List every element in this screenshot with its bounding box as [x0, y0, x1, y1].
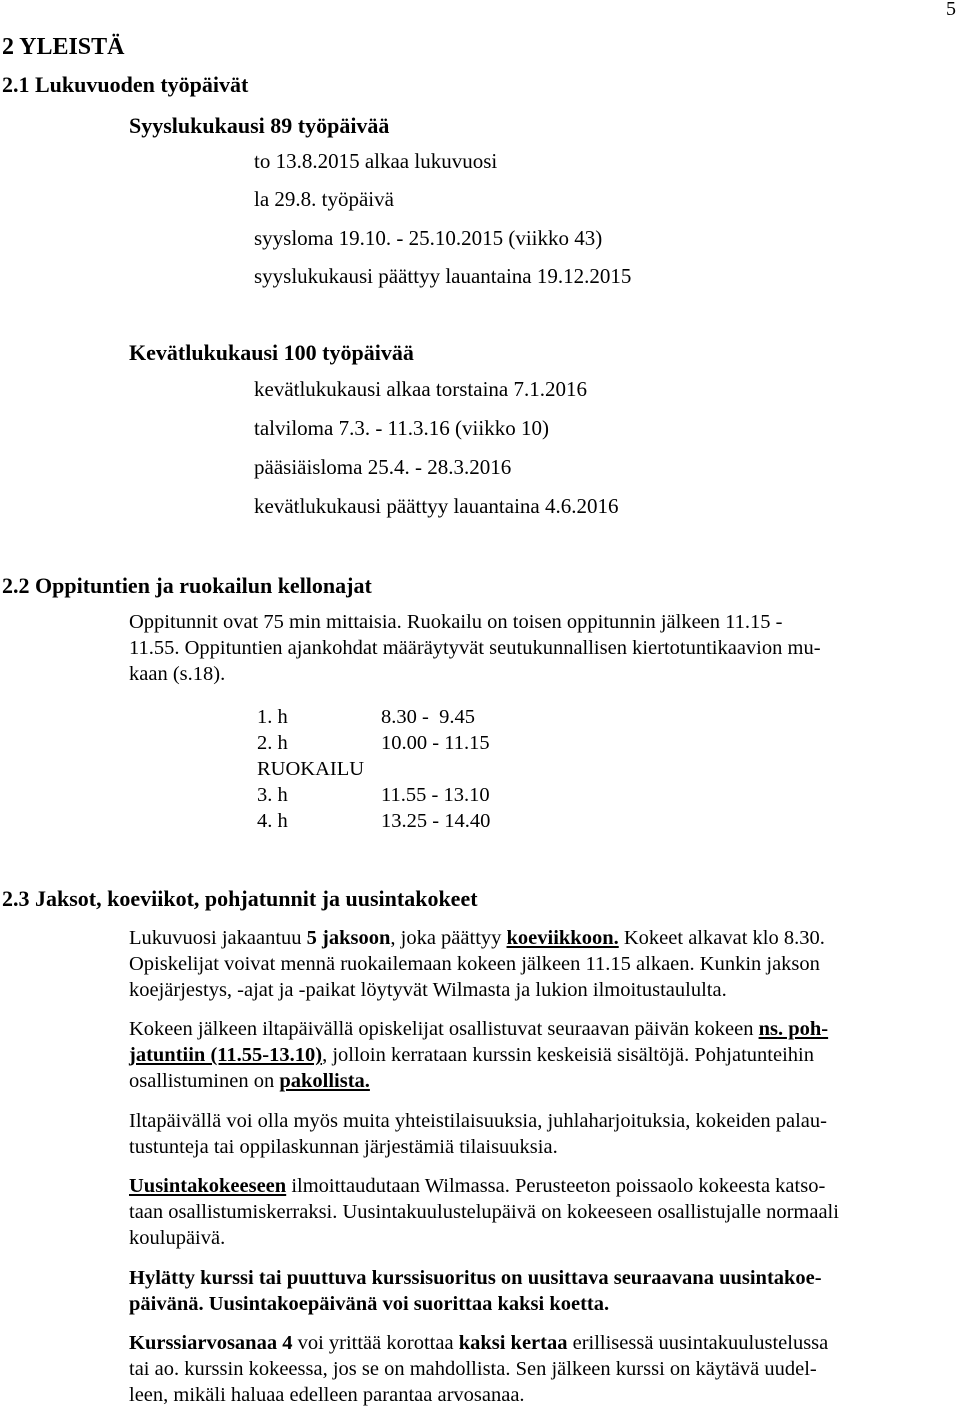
spring-item: pääsiäisloma 25.4. - 28.3.2016 [254, 455, 512, 479]
autumn-item: syyslukukausi päättyy lauantaina 19.12.2015 [254, 264, 632, 288]
text-run-bold-underlined: jatuntiin (11.55-13.10) [129, 1044, 323, 1066]
autumn-term-heading: Syyslukukausi 89 työpäivää [129, 113, 390, 138]
section-heading-2-2: 2.2 Oppituntien ja ruokailun kellonajat [2, 573, 372, 598]
grade-improvement-paragraph [129, 1330, 929, 1408]
spring-term-heading: Kevätlukukausi 100 työpäivää [129, 340, 414, 365]
page-title: 2 YLEISTÄ [2, 34, 125, 60]
schedule-label: 4. h [257, 810, 288, 832]
paragraph-line [129, 1330, 929, 1356]
periods-paragraph [129, 925, 929, 1003]
page-number: 5 [946, 0, 956, 20]
spring-item: kevätlukukausi päättyy lauantaina 4.6.2016 [254, 494, 619, 518]
paragraph-line [129, 1173, 929, 1199]
schedule-label: 1. h [257, 706, 288, 728]
text-run-bold: Kurssiarvosanaa 4 [129, 1332, 293, 1354]
paragraph-line: leen, mikäli haluaa edelleen parantaa arvosanaa. [129, 1384, 525, 1406]
text-run: , jolloin kerrataan kurssin keskeisiä sisältöjä. Pohjatunteihin [322, 1044, 814, 1066]
paragraph-line: 11.55. Oppituntien ajankohdat määräytyvät seutukunnallisen kiertotuntikaavion mu- [129, 637, 821, 659]
schedule-label: 2. h [257, 732, 288, 754]
schedule-time: 11.55 - 13.10 [381, 784, 490, 806]
lesson-times-paragraph [129, 609, 929, 687]
text-run-bold: kaksi kertaa [458, 1332, 568, 1354]
paragraph-line: tustunteja tai oppilaskunnan järjestämiä tilaisuuksia. [129, 1136, 558, 1158]
paragraph-line: koulupäivä. [129, 1227, 226, 1249]
paragraph-line: Oppitunnit ovat 75 min mittaisia. Ruokailu on toisen oppitunnin jälkeen 11.15 - [129, 611, 783, 633]
spring-item: talviloma 7.3. - 11.3.16 (viikko 10) [254, 416, 549, 440]
paragraph-line: päivänä. Uusintakoepäivänä voi suorittaa kaksi koetta. [129, 1293, 610, 1315]
paragraph-line: tai ao. kurssin kokeessa, jos se on mahdollista. Sen jälkeen kurssi on käytävä uudel- [129, 1358, 817, 1380]
text-run: , joka päättyy [390, 927, 507, 949]
afternoon-events-paragraph [129, 1108, 929, 1160]
autumn-item: to 13.8.2015 alkaa lukuvuosi [254, 149, 498, 173]
failed-course-paragraph [129, 1265, 929, 1317]
text-run-bold-underlined: Uusintakokeeseen [129, 1175, 287, 1197]
autumn-item: la 29.8. työpäivä [254, 187, 394, 211]
schedule-label: RUOKAILU [257, 758, 365, 780]
schedule-time: 10.00 - 11.15 [381, 732, 490, 754]
section-heading-2-1: 2.1 Lukuvuoden työpäivät [2, 72, 249, 97]
retake-registration-paragraph [129, 1173, 929, 1251]
paragraph-line: Opiskelijat voivat mennä ruokailemaan kokeen jälkeen 11.15 alkaen. Kunkin jakson [129, 953, 820, 975]
text-run-bold-underlined: koeviikkoon. [506, 927, 619, 949]
schedule-time: 13.25 - 14.40 [381, 810, 491, 832]
paragraph-line [129, 1016, 929, 1042]
schedule-time: 8.30 - 9.45 [381, 706, 475, 728]
text-run: Kokeen jälkeen iltapäivällä opiskelijat osallistuvat seuraavan päivän kokeen [129, 1018, 759, 1040]
text-run: erillisessä uusintakuulustelussa [567, 1332, 829, 1354]
paragraph-line: Iltapäivällä voi olla myös muita yhteistilaisuuksia, juhlaharjoituksia, kokeiden palau- [129, 1110, 827, 1132]
spring-item: kevätlukukausi alkaa torstaina 7.1.2016 [254, 377, 587, 401]
paragraph-line: Hylätty kurssi tai puuttuva kurssisuoritus on uusittava seuraavana uusintakoe- [129, 1267, 822, 1289]
autumn-item: syysloma 19.10. - 25.10.2015 (viikko 43) [254, 226, 603, 250]
text-run: ilmoittaudutaan Wilmassa. Perusteeton poissaolo kokeesta katso- [286, 1175, 826, 1197]
schedule-label: 3. h [257, 784, 288, 806]
text-run: Lukuvuosi jakaantuu [129, 927, 307, 949]
paragraph-line [129, 1042, 929, 1068]
paragraph-line: koejärjestys, -ajat ja -paikat löytyvät Wilmasta ja lukion ilmoitustaululta. [129, 979, 727, 1001]
support-lessons-paragraph [129, 1016, 929, 1094]
text-run-bold: 5 jaksoon [306, 927, 391, 949]
paragraph-line: taan osallistumiskerraksi. Uusintakuulustelupäivä on kokeeseen osallistujalle normaali [129, 1201, 839, 1223]
text-run-bold-underlined: pakollista. [279, 1070, 370, 1092]
text-run: voi yrittää korottaa [292, 1332, 459, 1354]
paragraph-line [129, 1068, 929, 1094]
section-heading-2-3: 2.3 Jaksot, koeviikot, pohjatunnit ja uusintakokeet [2, 886, 478, 911]
text-run-bold-underlined: ns. poh- [758, 1018, 829, 1040]
text-run: Kokeet alkavat klo 8.30. [618, 927, 825, 949]
paragraph-line: kaan (s.18). [129, 663, 226, 685]
paragraph-line [129, 925, 929, 951]
text-run: osallistuminen on [129, 1070, 280, 1092]
